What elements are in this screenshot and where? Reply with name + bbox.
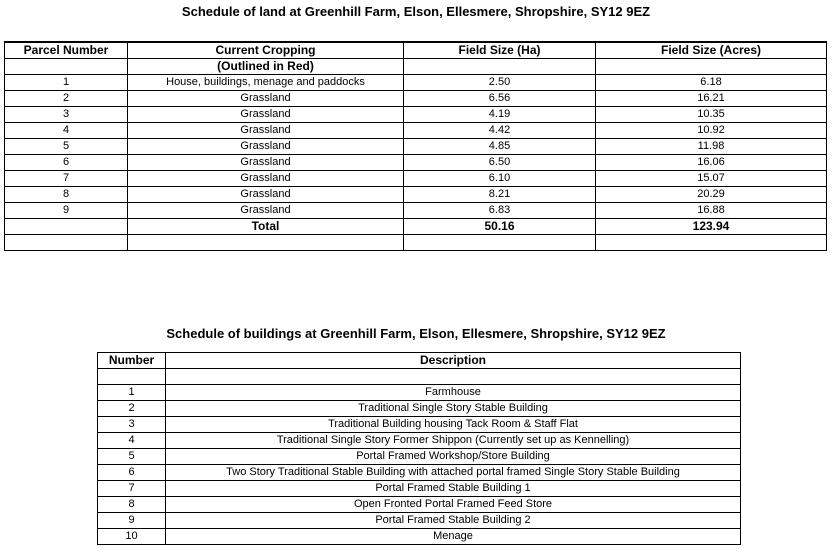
current-cropping-cell: Grassland bbox=[128, 155, 404, 171]
land-table-row bbox=[5, 107, 827, 123]
field-size-acres-cell: 10.92 bbox=[596, 123, 827, 139]
building-number-cell: 4 bbox=[98, 433, 166, 449]
field-size-ha-cell: 6.50 bbox=[404, 155, 596, 171]
parcel-number-cell: 5 bbox=[5, 139, 128, 155]
total-ha-value: 50.16 bbox=[404, 219, 596, 235]
parcel-number-cell: 4 bbox=[5, 123, 128, 139]
column-header-parcel-number: Parcel Number bbox=[5, 42, 128, 59]
building-number-cell: 2 bbox=[98, 401, 166, 417]
field-size-ha-cell: 4.42 bbox=[404, 123, 596, 139]
parcel-number-cell: 6 bbox=[5, 155, 128, 171]
building-number-cell: 7 bbox=[98, 481, 166, 497]
buildings-table-row bbox=[98, 401, 741, 417]
column-subheader-outlined-in-red: (Outlined in Red) bbox=[128, 59, 404, 75]
parcel-number-cell: 7 bbox=[5, 171, 128, 187]
building-description-cell: Portal Framed Stable Building 2 bbox=[166, 513, 741, 529]
field-size-ha-cell: 4.85 bbox=[404, 139, 596, 155]
column-header-field-size-ha: Field Size (Ha) bbox=[404, 42, 596, 59]
land-table-row bbox=[5, 203, 827, 219]
building-description-cell: Menage bbox=[166, 529, 741, 545]
land-table-row bbox=[5, 171, 827, 187]
building-description-cell: Open Fronted Portal Framed Feed Store bbox=[166, 497, 741, 513]
building-description-cell: Farmhouse bbox=[166, 385, 741, 401]
buildings-empty-row bbox=[98, 369, 741, 385]
building-description-cell: Portal Framed Workshop/Store Building bbox=[166, 449, 741, 465]
field-size-ha-cell: 6.83 bbox=[404, 203, 596, 219]
building-description-cell: Traditional Building housing Tack Room & Staff Flat bbox=[166, 417, 741, 433]
land-empty-row bbox=[5, 235, 827, 251]
building-number-cell: 5 bbox=[98, 449, 166, 465]
land-schedule-title: Schedule of land at Greenhill Farm, Elson, Ellesmere, Shropshire, SY12 9EZ bbox=[181, 4, 651, 19]
building-number-cell: 3 bbox=[98, 417, 166, 433]
land-table-row bbox=[5, 139, 827, 155]
buildings-table-row bbox=[98, 385, 741, 401]
land-table-row bbox=[5, 187, 827, 203]
current-cropping-cell: Grassland bbox=[128, 187, 404, 203]
land-table-row bbox=[5, 123, 827, 139]
parcel-number-cell: 1 bbox=[5, 75, 128, 91]
field-size-ha-cell: 2.50 bbox=[404, 75, 596, 91]
buildings-table-row bbox=[98, 513, 741, 529]
empty-cell bbox=[596, 235, 827, 251]
buildings-schedule-table bbox=[97, 352, 741, 545]
current-cropping-cell: Grassland bbox=[128, 91, 404, 107]
field-size-acres-cell: 16.88 bbox=[596, 203, 827, 219]
building-description-cell: Traditional Single Story Stable Building bbox=[166, 401, 741, 417]
building-number-cell: 1 bbox=[98, 385, 166, 401]
parcel-number-cell: 8 bbox=[5, 187, 128, 203]
current-cropping-cell: House, buildings, menage and paddocks bbox=[128, 75, 404, 91]
buildings-table-row bbox=[98, 497, 741, 513]
building-description-cell: Two Story Traditional Stable Building with attached portal framed Single Story Stable Building bbox=[166, 465, 741, 481]
column-header-field-size-acres: Field Size (Acres) bbox=[596, 42, 827, 59]
buildings-table-row bbox=[98, 465, 741, 481]
empty-cell bbox=[166, 369, 741, 385]
field-size-acres-cell: 16.21 bbox=[596, 91, 827, 107]
building-number-cell: 9 bbox=[98, 513, 166, 529]
field-size-acres-cell: 16.06 bbox=[596, 155, 827, 171]
parcel-number-cell: 9 bbox=[5, 203, 128, 219]
land-table-row bbox=[5, 155, 827, 171]
field-size-ha-cell: 6.56 bbox=[404, 91, 596, 107]
buildings-header-row bbox=[98, 353, 741, 369]
empty-cell bbox=[98, 369, 166, 385]
total-label: Total bbox=[128, 219, 404, 235]
building-number-cell: 8 bbox=[98, 497, 166, 513]
building-description-cell: Portal Framed Stable Building 1 bbox=[166, 481, 741, 497]
land-schedule-table bbox=[4, 41, 827, 251]
empty-cell bbox=[5, 235, 128, 251]
building-description-cell: Traditional Single Story Former Shippon (Currently set up as Kennelling) bbox=[166, 433, 741, 449]
column-header-description: Description bbox=[166, 353, 741, 369]
buildings-table-row bbox=[98, 481, 741, 497]
current-cropping-cell: Grassland bbox=[128, 171, 404, 187]
buildings-schedule-title: Schedule of buildings at Greenhill Farm, Elson, Ellesmere, Shropshire, SY12 9EZ bbox=[166, 326, 666, 341]
land-header-row bbox=[5, 42, 827, 59]
buildings-table-row bbox=[98, 449, 741, 465]
current-cropping-cell: Grassland bbox=[128, 203, 404, 219]
column-header-number: Number bbox=[98, 353, 166, 369]
current-cropping-cell: Grassland bbox=[128, 123, 404, 139]
land-table-row bbox=[5, 91, 827, 107]
current-cropping-cell: Grassland bbox=[128, 139, 404, 155]
field-size-acres-cell: 15.07 bbox=[596, 171, 827, 187]
parcel-number-cell: 2 bbox=[5, 91, 128, 107]
field-size-ha-cell: 4.19 bbox=[404, 107, 596, 123]
column-header-current-cropping: Current Cropping bbox=[128, 42, 404, 59]
field-size-acres-cell: 6.18 bbox=[596, 75, 827, 91]
buildings-table-row bbox=[98, 417, 741, 433]
field-size-acres-cell: 11.98 bbox=[596, 139, 827, 155]
parcel-number-cell: 3 bbox=[5, 107, 128, 123]
building-number-cell: 6 bbox=[98, 465, 166, 481]
empty-cell bbox=[128, 235, 404, 251]
buildings-table-row bbox=[98, 433, 741, 449]
current-cropping-cell: Grassland bbox=[128, 107, 404, 123]
empty-cell bbox=[5, 59, 128, 75]
building-number-cell: 10 bbox=[98, 529, 166, 545]
empty-cell bbox=[404, 235, 596, 251]
land-table-row bbox=[5, 75, 827, 91]
land-subheader-row bbox=[5, 59, 827, 75]
land-total-row bbox=[5, 219, 827, 235]
field-size-ha-cell: 8.21 bbox=[404, 187, 596, 203]
field-size-ha-cell: 6.10 bbox=[404, 171, 596, 187]
empty-cell bbox=[596, 59, 827, 75]
empty-cell bbox=[404, 59, 596, 75]
total-acres-value: 123.94 bbox=[596, 219, 827, 235]
field-size-acres-cell: 20.29 bbox=[596, 187, 827, 203]
field-size-acres-cell: 10.35 bbox=[596, 107, 827, 123]
buildings-table-row bbox=[98, 529, 741, 545]
empty-cell bbox=[5, 219, 128, 235]
